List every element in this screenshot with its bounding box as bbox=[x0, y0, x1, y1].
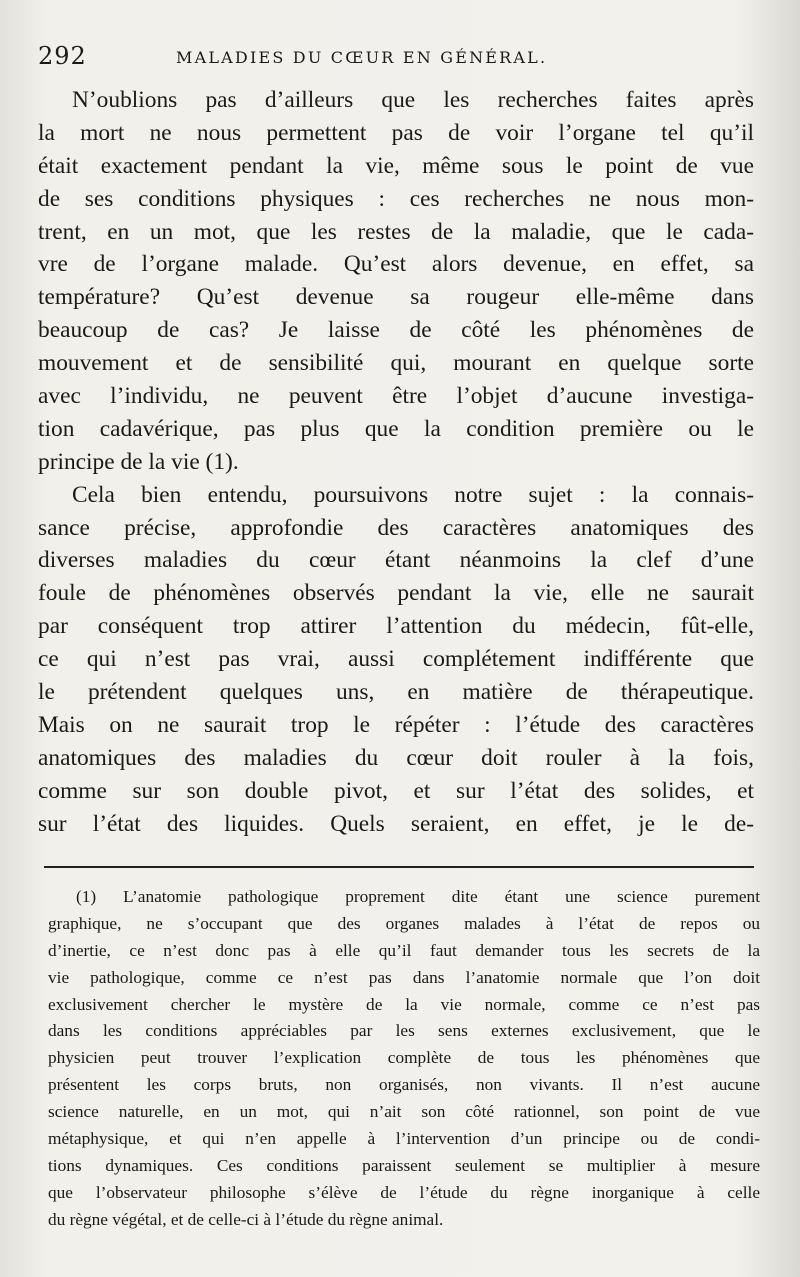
text-line: de ses conditions physiques : ces recherches ne nous mon- bbox=[38, 185, 754, 212]
text-line: était exactement pendant la vie, même sous le point de vue bbox=[38, 152, 754, 179]
text-line: sur l’état des liquides. Quels seraient, en effet, je le de- bbox=[38, 810, 754, 837]
text-line: la mort ne nous permettent pas de voir l’organe tel qu’il bbox=[38, 119, 754, 146]
text-line: foule de phénomènes observés pendant la vie, elle ne saurait bbox=[38, 580, 754, 607]
footnote bbox=[48, 884, 760, 1234]
text-line: ce qui n’est pas vrai, aussi complétement indifférente que bbox=[38, 646, 754, 673]
footnote-line: présentent les corps bruts, non organisés, non vivants. Il n’est aucune bbox=[48, 1075, 760, 1095]
footnote-line: métaphysique, et qui n’en appelle à l’intervention d’un principe ou de condi- bbox=[48, 1129, 760, 1149]
text-line: mouvement et de sensibilité qui, mourant en quelque sorte bbox=[38, 350, 754, 377]
text-line: avec l’individu, ne peuvent être l’objet d’aucune investiga- bbox=[38, 383, 754, 410]
text-line: Cela bien entendu, poursuivons notre sujet : la connais- bbox=[72, 481, 754, 508]
footnote-separator bbox=[44, 866, 754, 868]
text-line: beaucoup de cas? Je laisse de côté les phénomènes de bbox=[38, 317, 754, 344]
footnote-line: d’inertie, ce n’est donc pas à elle qu’il faut demander tous les secrets de la bbox=[48, 940, 760, 960]
footnote-line: dans les conditions appréciables par les sens externes exclusivement, que le bbox=[48, 1021, 760, 1041]
footnote-line: tions dynamiques. Ces conditions paraissent seulement se multiplier à mesure bbox=[48, 1155, 760, 1175]
footnote-line: exclusivement chercher le mystère de la vie normale, comme ce n’est pas bbox=[48, 994, 760, 1014]
text-line: sance précise, approfondie des caractères anatomiques des bbox=[38, 514, 754, 541]
text-line: diverses maladies du cœur étant néanmoins la clef d’une bbox=[38, 547, 754, 574]
footnote-line: graphique, ne s’occupant que des organes malades à l’état de repos ou bbox=[48, 913, 760, 933]
text-line: trent, en un mot, que les restes de la maladie, que le cada- bbox=[38, 218, 754, 245]
page-number: 292 bbox=[38, 42, 87, 70]
text-line: comme sur son double pivot, et sur l’état des solides, et bbox=[38, 777, 754, 804]
running-title: MALADIES DU CŒUR EN GÉNÉRAL. bbox=[176, 48, 548, 67]
footnote-line: que l’observateur philosophe s’élève de l’étude du règne inorganique à celle bbox=[48, 1182, 760, 1202]
footnote-line: science naturelle, en un mot, qui n’ait son côté rationnel, son point de vue bbox=[48, 1102, 760, 1122]
main-text bbox=[38, 84, 754, 840]
text-line: N’oublions pas d’ailleurs que les recherches faites après bbox=[72, 87, 754, 113]
footnote-line: vie pathologique, comme ce n’est pas dans l’anatomie normale que l’on doit bbox=[48, 967, 760, 987]
footnote-line: physicien peut trouver l’explication complète de tous les phénomènes que bbox=[48, 1048, 760, 1068]
text-line: tion cadavérique, pas plus que la condition première ou le bbox=[38, 415, 754, 442]
running-head bbox=[38, 42, 758, 76]
footnote-line: (1) L’anatomie pathologique proprement dite étant une science purement bbox=[76, 887, 760, 906]
text-line: le prétendent quelques uns, en matière de thérapeutique. bbox=[38, 679, 754, 706]
text-line: Mais on ne saurait trop le répéter : l’étude des caractères bbox=[38, 711, 754, 738]
text-line: température? Qu’est devenue sa rougeur elle-même dans bbox=[38, 284, 754, 311]
text-line: par conséquent trop attirer l’attention du médecin, fût-elle, bbox=[38, 613, 754, 640]
footnote-line: du règne végétal, et de celle-ci à l’étude du règne animal. bbox=[48, 1209, 444, 1229]
text-line: vre de l’organe malade. Qu’est alors devenue, en effet, sa bbox=[38, 251, 754, 278]
text-line: principe de la vie (1). bbox=[38, 448, 239, 475]
text-line: anatomiques des maladies du cœur doit rouler à la fois, bbox=[38, 744, 754, 771]
